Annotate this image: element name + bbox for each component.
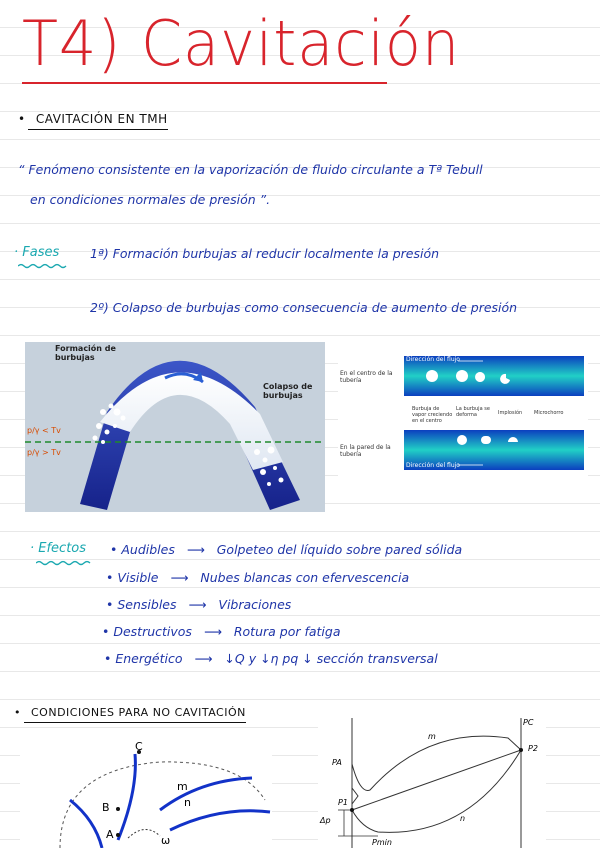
arrow-icon: ⟶ <box>194 651 213 666</box>
fases-label: · Fases <box>14 245 60 260</box>
formation-label: Formación de burbujas <box>55 344 116 362</box>
stage-2: La burbuja se deforma <box>456 406 490 418</box>
effect-row-destructive <box>102 624 341 639</box>
label-pc: PC <box>523 718 534 727</box>
arrow-icon: ⟶ <box>188 597 207 612</box>
wall-label: En la pared de la tubería <box>340 444 391 458</box>
label-m: m <box>177 780 188 793</box>
section-heading-no-cavitation <box>14 706 246 719</box>
label-c: C <box>135 740 143 753</box>
stage-4: Microchorro <box>534 410 564 416</box>
label-dp: Δp <box>320 816 331 825</box>
efectos-squiggle <box>36 560 92 566</box>
label-m: m <box>428 732 436 741</box>
impeller-figure <box>20 740 272 848</box>
effect-row-audible <box>110 542 462 557</box>
fase-2: 2º) Colapso de burbujas como consecuencia de aumento de presión <box>90 300 518 315</box>
label-p2: P2 <box>528 744 538 753</box>
efectos-label: · Efectos <box>30 541 87 556</box>
cavitation-pipe-figure <box>25 342 325 512</box>
label-n: n <box>460 814 466 823</box>
effect-desc: Rotura por fatiga <box>233 624 341 639</box>
section-heading-cavitation <box>18 112 168 126</box>
label-n: n <box>184 796 191 809</box>
bullet: • <box>14 706 21 719</box>
title-underline <box>22 82 387 84</box>
center-label: En el centro de la tubería <box>340 370 393 384</box>
p-less-label: p/γ < Tv <box>27 426 61 435</box>
arrow-icon: ⟶ <box>170 570 189 585</box>
section-heading-text: CONDICIONES PARA NO CAVITACIÓN <box>31 706 246 719</box>
effect-row-sensible <box>106 597 291 612</box>
label-b: B <box>102 801 110 814</box>
label-p1: P1 <box>338 798 348 807</box>
effect-name: • Visible <box>106 570 159 585</box>
label-omega: ω <box>161 834 171 847</box>
pipe-illustration <box>25 342 325 512</box>
effect-desc: Vibraciones <box>218 597 292 612</box>
p-greater-label: p/γ > Tv <box>27 448 61 457</box>
flow-label-bottom: Dirección del flujo <box>406 462 460 469</box>
definition-line-2: en condiciones normales de presión ”. <box>30 192 271 207</box>
effect-row-visible <box>106 570 409 585</box>
stage-1: Burbuja de vapor creciendo en el centro <box>412 406 453 424</box>
bubble-stages-figure <box>338 350 588 480</box>
arrow-icon: ⟶ <box>186 542 205 557</box>
stage-3: Implosión <box>498 410 523 416</box>
arrow-icon: ⟶ <box>203 624 222 639</box>
effect-desc: Golpeteo del líquido sobre pared sólida <box>216 542 463 557</box>
flow-label-top: Dirección del flujo <box>406 356 460 363</box>
pressure-diagram <box>318 718 546 848</box>
heading-underline <box>24 722 246 724</box>
label-a: A <box>106 828 114 841</box>
impeller-illustration <box>20 740 272 848</box>
effect-name: • Sensibles <box>106 597 177 612</box>
effect-desc: Nubes blancas con efervescencia <box>200 570 410 585</box>
effect-name: • Audibles <box>110 542 175 557</box>
fases-squiggle <box>18 263 70 269</box>
effect-row-energetic <box>104 651 438 666</box>
effect-name: • Energético <box>104 651 183 666</box>
definition-line-1: “ Fenómeno consistente en la vaporización de fluido circulante a Tª Tebull <box>18 162 483 177</box>
bullet: • <box>18 112 26 126</box>
label-pa: PA <box>332 758 342 767</box>
heading-underline <box>28 129 168 131</box>
page-title: T4) Cavitación <box>22 7 461 80</box>
section-heading-text: CAVITACIÓN EN TMH <box>35 112 168 126</box>
effect-name: • Destructivos <box>102 624 192 639</box>
fase-1: 1ª) Formación burbujas al reducir localmente la presión <box>90 246 440 261</box>
collapse-label: Colapso de burbujas <box>263 382 313 400</box>
effect-desc: ↓Q y ↓η pq ↓ sección transversal <box>224 651 438 666</box>
label-pmin: Pmin <box>372 838 392 847</box>
